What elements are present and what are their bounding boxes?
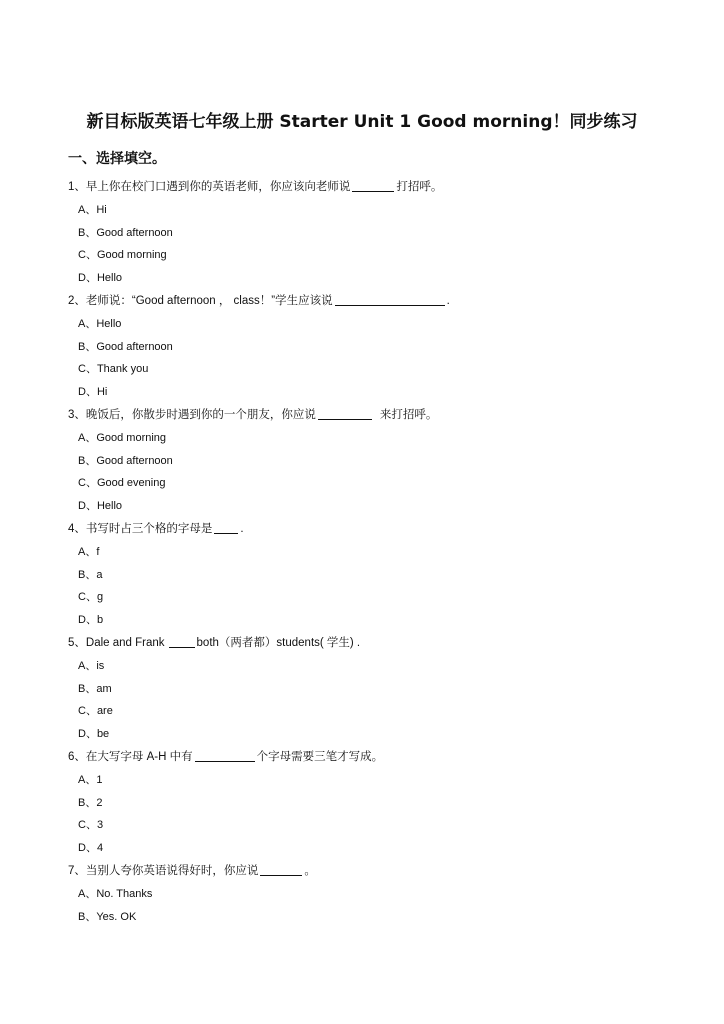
section-heading: 一、选择填空。 — [68, 150, 166, 166]
option-1d: D、Hello — [78, 272, 123, 285]
option-2c: C、Thank you — [78, 363, 149, 376]
option-2a: A、Hello — [78, 317, 122, 330]
option-5d: D、be — [78, 728, 110, 741]
option-6d: D、4 — [78, 842, 104, 855]
option-4d: D、b — [78, 614, 104, 627]
option-5b: B、am — [78, 682, 112, 695]
page-title: 新目标版英语七年级上册 Starter Unit 1 Good morning！同步练习 — [86, 112, 638, 132]
option-6a: A、1 — [78, 773, 103, 786]
answer-blank — [169, 635, 195, 648]
option-2d: D、Hi — [78, 386, 108, 399]
option-3c: C、Good evening — [78, 477, 166, 490]
option-7a: A、No. Thanks — [78, 887, 153, 900]
question-text: 5、Dale and Frank — [68, 636, 165, 649]
question-text-tail: . — [240, 522, 244, 535]
question-text-tail: 。 — [304, 864, 316, 877]
option-4a: A、f — [78, 545, 100, 558]
option-6b: B、2 — [78, 796, 103, 809]
option-1b: B、Good afternoon — [78, 226, 173, 239]
option-2b: B、Good afternoon — [78, 340, 173, 353]
question-4 — [68, 518, 668, 541]
question-text: 6、在大写字母 A-H 中有 — [68, 750, 193, 763]
answer-blank — [318, 407, 372, 420]
question-list — [68, 176, 668, 928]
question-6 — [68, 746, 668, 769]
answer-blank — [260, 863, 302, 876]
question-text: 7、当别人夸你英语说得好时，你应说 — [68, 864, 259, 877]
answer-blank — [195, 749, 255, 762]
question-1 — [68, 176, 668, 199]
question-text: 1、早上你在校门口遇到你的英语老师，你应该向老师说 — [68, 181, 351, 193]
option-6c: C、3 — [78, 819, 104, 832]
question-text-tail: 个字母需要三笔才写成。 — [256, 750, 384, 763]
option-7b: B、Yes. OK — [78, 910, 137, 923]
question-text-tail: 打招呼。 — [396, 181, 443, 193]
question-text: 2、老师说：“Good afternoon ， class！”学生应该说 — [68, 294, 333, 307]
option-3a: A、Good morning — [78, 431, 167, 444]
question-7 — [68, 860, 668, 883]
answer-blank — [335, 293, 445, 306]
option-4c: C、g — [78, 591, 104, 604]
option-5c: C、are — [78, 705, 113, 718]
answer-blank — [352, 179, 394, 192]
question-text: 4、书写时占三个格的字母是 — [68, 522, 213, 535]
option-3b: B、Good afternoon — [78, 454, 173, 467]
question-text: 3、晚饭后，你散步时遇到你的一个朋友，你应说 — [68, 408, 316, 421]
option-5a: A、is — [78, 659, 105, 672]
question-5 — [68, 632, 668, 655]
option-1c: C、Good morning — [78, 249, 167, 262]
question-text-tail: both（两者都）students( 学生) . — [196, 636, 361, 649]
question-text-tail: . — [446, 294, 450, 307]
option-4b: B、a — [78, 568, 103, 581]
question-text-tail: 来打招呼。 — [379, 408, 438, 421]
question-3 — [68, 404, 668, 427]
option-1a: A、Hi — [78, 203, 107, 216]
option-3d: D、Hello — [78, 500, 123, 513]
answer-blank — [214, 521, 238, 534]
question-2 — [68, 290, 668, 313]
